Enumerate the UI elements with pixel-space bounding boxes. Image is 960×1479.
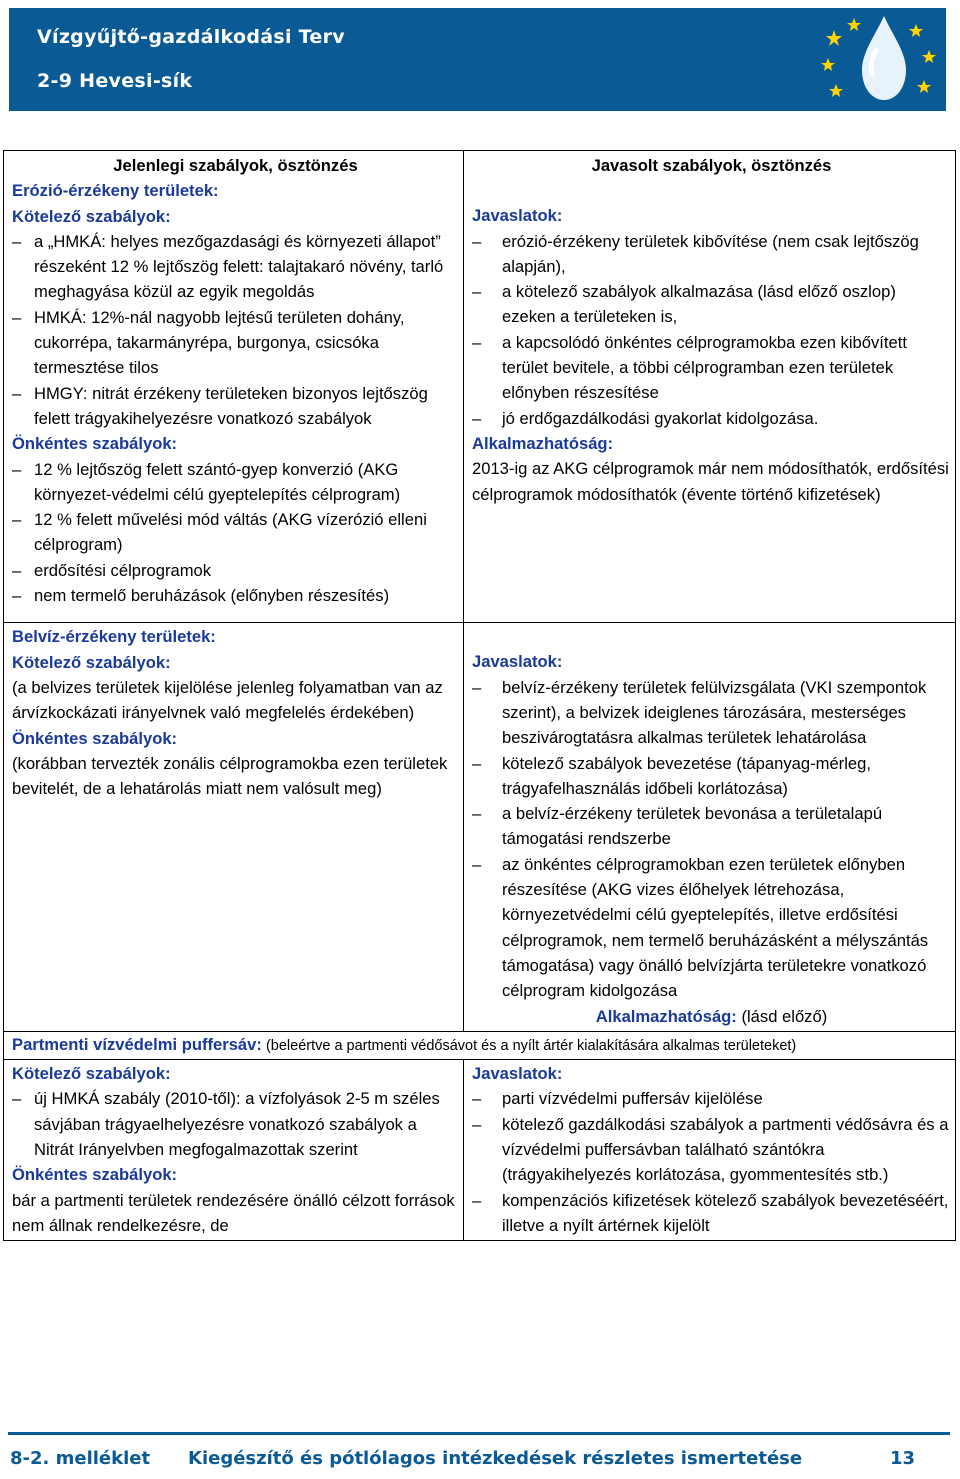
table-row — [4, 623, 956, 1031]
list-item: – kötelező szabályok bevezetése (tápanyag-mérleg, trágyafelhasználás időbeli korlátozása) — [472, 751, 951, 802]
list-item: – a „HMKÁ: helyes mezőgazdasági és környezeti állapot” részeként 12 % lejtőszög felett: talajtakaró növény, tarló meghagyása közül az egyik megoldás — [12, 229, 459, 305]
mandatory-rules-label: Kötelező szabályok: — [12, 652, 171, 672]
section-title-note: (beleértve a partmenti védősávot és a nyílt ártér kialakítására alkalmas területeket) — [261, 1037, 797, 1054]
proposals-list — [472, 229, 951, 431]
proposals-label: Javaslatok: — [472, 206, 563, 226]
mandatory-rules-label: Kötelező szabályok: — [12, 206, 171, 226]
list-item: – HMGY: nitrát érzékeny területeken bizonyos lejtőszög felett trágyakihelyezésre vonatkozó szabályok — [12, 381, 459, 432]
list-item: – 12 % felett művelési mód váltás (AKG vízerózió elleni célprogram) — [12, 507, 459, 558]
page-number: 13 — [889, 1448, 915, 1469]
list-item: – 12 % lejtőszög felett szántó-gyep konverzió (AKG környezet-védelmi célú gyeptelepítés célprogram) — [12, 457, 459, 508]
applicability-label: Alkalmazhatóság: — [595, 1006, 737, 1026]
page-header — [9, 8, 946, 111]
cell-right — [464, 623, 956, 1031]
list-item: – nem termelő beruházások (előnyben részesítés) — [12, 583, 459, 608]
list-item: – kompenzációs kifizetések kötelező szabályok bevezetéséért, illetve a nyílt ártérnek kijelölt — [472, 1188, 951, 1239]
section-title: Belvíz-érzékeny területek: — [12, 627, 216, 647]
table-row — [4, 1060, 956, 1241]
list-item: – erdősítési célprogramok — [12, 558, 459, 583]
applicability-text: 2013-ig az AKG célprogramok már nem módosíthatók, erdősítési célprogramok módosíthatók (évente történő kifizetések) — [472, 459, 949, 504]
cell-left — [4, 1060, 464, 1241]
cell-right — [464, 151, 956, 623]
voluntary-rules-label: Önkéntes szabályok: — [12, 728, 178, 748]
section-title: Partmenti vízvédelmi puffersáv: — [12, 1034, 262, 1054]
annex-label: 8-2. melléklet — [10, 1448, 151, 1469]
document-subtitle: 2-9 Hevesi-sík — [37, 70, 193, 92]
voluntary-rules-text: bár a partmenti területek rendezésére önálló célzott források nem állnak rendelkezésre, de — [12, 1190, 455, 1235]
section-title: Erózió-érzékeny területek: — [12, 181, 219, 201]
footer-divider — [8, 1432, 950, 1435]
applicability-label: Alkalmazhatóság: — [472, 433, 614, 453]
mandatory-rules-label: Kötelező szabályok: — [12, 1064, 171, 1084]
cell-right — [464, 1060, 956, 1241]
voluntary-rules-text: (korábban tervezték zonális célprogramokba ezen területek bevitelét, de a lehatárolás miatt nem valósult meg) — [12, 753, 448, 799]
list-item: – a kapcsolódó önkéntes célprogramokba ezen kibővített terület bevitele, a többi célprogramban ezen területek előnyben részesítése — [472, 330, 951, 406]
mandatory-rules-text: (a belvizes területek kijelölése jelenleg folyamatban van az árvízkockázati irányelvnek való megfelelés érdekében) — [12, 677, 443, 723]
list-item: – erózió-érzékeny területek kibővítése (nem csak lejtőszög alapján), — [472, 229, 951, 280]
annex-title: Kiegészítő és pótlólagos intézkedések részletes ismertetése — [188, 1448, 803, 1469]
proposals-label: Javaslatok: — [472, 1064, 563, 1084]
cell-left — [4, 623, 464, 1031]
applicability-line — [472, 1004, 951, 1029]
column-header-proposed: Javasolt szabályok, ösztönzés — [591, 156, 832, 175]
document-title: Vízgyűjtő-gazdálkodási Terv — [37, 26, 345, 48]
list-item: – a kötelező szabályok alkalmazása (lásd előző oszlop) ezeken a területeken is, — [472, 279, 951, 330]
mandatory-rules-list — [12, 1086, 459, 1162]
mandatory-rules-list — [12, 229, 459, 431]
list-item: – parti vízvédelmi puffersáv kijelölése — [472, 1086, 951, 1111]
section-header-cell — [4, 1031, 956, 1059]
table-row — [4, 1031, 956, 1059]
proposals-list — [472, 675, 951, 1004]
column-header-current: Jelenlegi szabályok, ösztönzés — [113, 156, 358, 175]
voluntary-rules-label: Önkéntes szabályok: — [12, 1165, 178, 1185]
table-row — [4, 151, 956, 623]
water-drop-logo-icon — [814, 10, 944, 110]
list-item: – az önkéntes célprogramokban ezen területek előnyben részesítése (AKG vizes élőhelyek létrehozása, környezetvédelmi célú gyeptelepítés, illetve erdősítési célprogramok, nem termelő beruházásként a mélyszántás támogatása) vagy önálló belvízjárta területekre vonatkozó célprogram kidolgozása — [472, 852, 951, 1004]
list-item: – HMKÁ: 12%-nál nagyobb lejtésű területen dohány, cukorrépa, takarmányrépa, burgonya, csicsóka termesztése tilos — [12, 305, 459, 381]
list-item: – új HMKÁ szabály (2010-től): a vízfolyások 2-5 m széles sávjában trágyaelhelyezésre vonatkozó szabályok a Nitrát Irányelvben megfogalmazottak szerint — [12, 1086, 459, 1162]
proposals-list — [472, 1086, 951, 1238]
list-item: – kötelező gazdálkodási szabályok a partmenti védősávra és a vízvédelmi puffersávban található szántókra (trágyakihelyezés korlátozása, gyommentesítés stb.) — [472, 1112, 951, 1188]
list-item: – a belvíz-érzékeny területek bevonása a területalapú támogatási rendszerbe — [472, 801, 951, 852]
measures-table — [3, 150, 956, 1241]
applicability-text: (lásd előző) — [736, 1006, 828, 1026]
proposals-label: Javaslatok: — [472, 652, 563, 672]
cell-left — [4, 151, 464, 623]
list-item: – jó erdőgazdálkodási gyakorlat kidolgozása. — [472, 406, 951, 431]
voluntary-rules-label: Önkéntes szabályok: — [12, 434, 178, 454]
list-item: – belvíz-érzékeny területek felülvizsgálata (VKI szempontok szerint), a belvizek ideiglenes tározására, mesterséges beszivárogtatásra alkalmas területek lehatárolása — [472, 675, 951, 751]
voluntary-rules-list — [12, 457, 459, 609]
